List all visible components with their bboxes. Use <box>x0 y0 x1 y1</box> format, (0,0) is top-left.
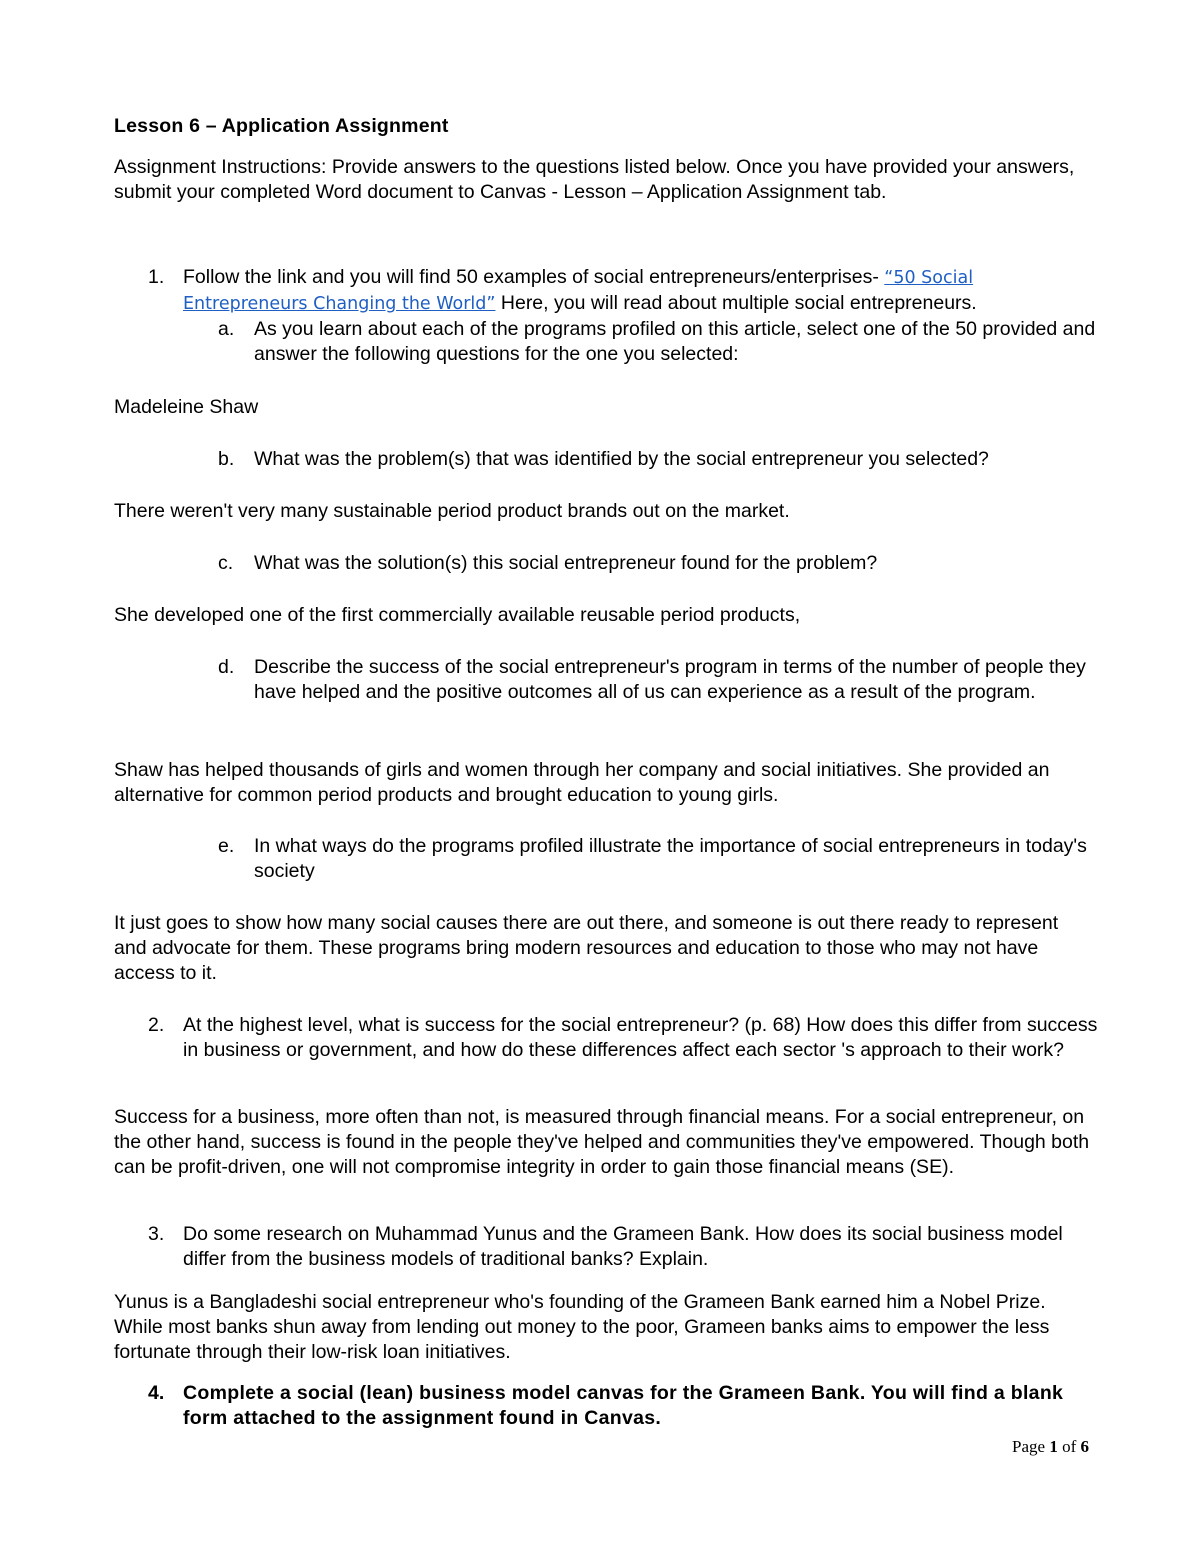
answer-q2: Success for a business, more often than not, is measured through financial means. For a social entrepreneur, on the other hand, success is found in the people they've helped and communities they've empowered. Though both can be profit-driven, one will not compromise integrity in order to gain those financial means (SE). <box>114 1106 1090 1178</box>
page-footer <box>1012 1434 1089 1459</box>
question-tail-text: Here, you will read about multiple social entrepreneurs. <box>495 292 977 314</box>
question-number: 4. <box>148 1382 165 1404</box>
subquestion-text: In what ways do the programs profiled illustrate the importance of social entrepreneurs in today's society <box>254 835 1087 882</box>
question-text: Complete a social (lean) business model canvas for the Grameen Bank. You will find a blank form attached to the assignment found in Canvas. <box>183 1382 1064 1429</box>
question-lead-text: Follow the link and you will find 50 examples of social entrepreneurs/enterprises- <box>183 266 885 288</box>
link-text-line1: “50 Social <box>884 268 974 288</box>
question-text <box>183 265 1098 317</box>
answer-q3: Yunus is a Bangladeshi social entrepreneur who's founding of the Grameen Bank earned him a Nobel Prize. While most banks shun away from lending out money to the poor, Grameen banks aims to empower the less fortunate through their low-risk loan initiatives. <box>114 1291 1050 1363</box>
page-word: Page <box>1012 1437 1050 1456</box>
subquestion-text: As you learn about each of the programs profiled on this article, select one of the 50 provided and answer the following questions for the one you selected: <box>254 318 1096 365</box>
question-number: 3. <box>148 1223 165 1245</box>
subquestion-text: What was the solution(s) this social entrepreneur found for the problem? <box>254 552 878 574</box>
answer-e: It just goes to show how many social causes there are out there, and someone is out there ready to represent and advocate for them. These programs bring modern resources and education to those who may not have access to it. <box>114 912 1059 984</box>
subquestion-text: What was the problem(s) that was identified by the social entrepreneur you selected? <box>254 448 989 470</box>
subquestion-label: a. <box>218 318 235 340</box>
current-page-number: 1 <box>1049 1437 1058 1456</box>
answer-c: She developed one of the first commercially available reusable period products, <box>114 604 801 626</box>
subquestion-text: Describe the success of the social entrepreneur's program in terms of the number of people they have helped and the positive outcomes all of us can experience as a result of the program. <box>254 656 1086 703</box>
answer-a: Madeleine Shaw <box>114 396 259 418</box>
of-word: of <box>1057 1437 1081 1456</box>
subquestion-label: e. <box>218 835 235 857</box>
question-text: At the highest level, what is success for the social entrepreneur? (p. 68) How does this differ from success in business or government, and how do these differences affect each sector 's approach to their work? <box>183 1014 1098 1061</box>
answer-d: Shaw has helped thousands of girls and women through her company and social initiatives. She provided an alternative for common period products and brought education to young girls. <box>114 759 1050 806</box>
link-text-line2: Entrepreneurs Changing the World” <box>183 294 496 314</box>
question-number: 1. <box>148 266 165 288</box>
page-title: Lesson 6 – Application Assignment <box>114 115 449 137</box>
subquestion-label: d. <box>218 656 235 678</box>
subquestion-label: b. <box>218 448 235 470</box>
question-text: Do some research on Muhammad Yunus and the Grameen Bank. How does its social business model differ from the business models of traditional banks? Explain. <box>183 1223 1063 1270</box>
question-number: 2. <box>148 1014 165 1036</box>
total-page-count: 6 <box>1080 1437 1089 1456</box>
answer-b: There weren't very many sustainable period product brands out on the market. <box>114 500 790 522</box>
subquestion-label: c. <box>218 552 234 574</box>
instructions-paragraph: Assignment Instructions: Provide answers to the questions listed below. Once you have provided your answers, submit your completed Word document to Canvas - Lesson – Application Assignment tab. <box>114 156 1075 203</box>
